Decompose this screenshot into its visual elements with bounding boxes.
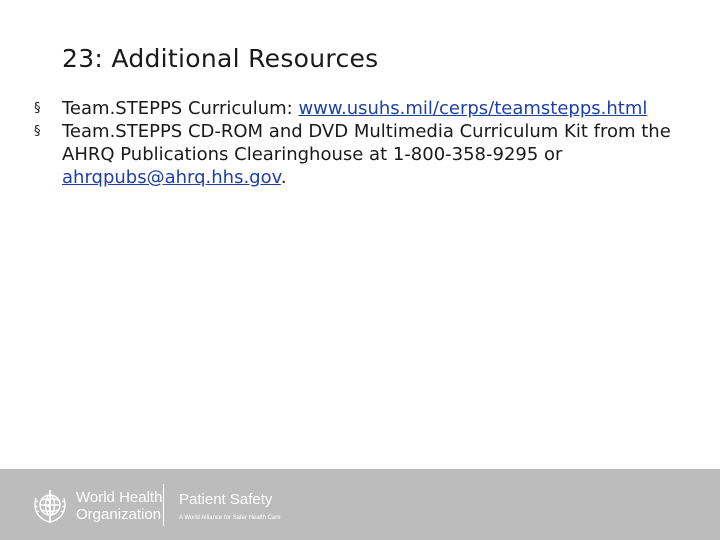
bullet-marker: § [34, 124, 41, 139]
footer-bar [0, 469, 720, 540]
bullet-trailing-text: . [280, 167, 287, 188]
bullet-text: Team.STEPPS CD-ROM and DVD Multimedia Curriculum Kit from the AHRQ Publications Clearinghouse at 1-800-358-9295 or [62, 121, 671, 165]
email-link[interactable]: ahrqpubs@ahrq.hhs.gov [62, 167, 281, 188]
who-name-line1: World Health [76, 489, 163, 506]
patient-safety-tagline: A World Alliance for Safer Health Care [179, 515, 281, 521]
bullet-item [34, 120, 694, 189]
bullet-marker: § [34, 101, 41, 116]
curriculum-link[interactable]: www.usuhs.mil/cerps/teamstepps.html [298, 98, 648, 119]
who-emblem-icon [30, 486, 70, 526]
slide-title: 23: Additional Resources [62, 44, 379, 73]
bullet-item [34, 97, 694, 120]
bullet-list [34, 97, 694, 189]
who-name [76, 489, 162, 523]
who-name-line2: Organization [76, 506, 162, 523]
patient-safety-title: Patient Safety [179, 491, 273, 508]
bullet-text: Team.STEPPS Curriculum: [62, 98, 299, 119]
footer-divider [163, 484, 164, 526]
